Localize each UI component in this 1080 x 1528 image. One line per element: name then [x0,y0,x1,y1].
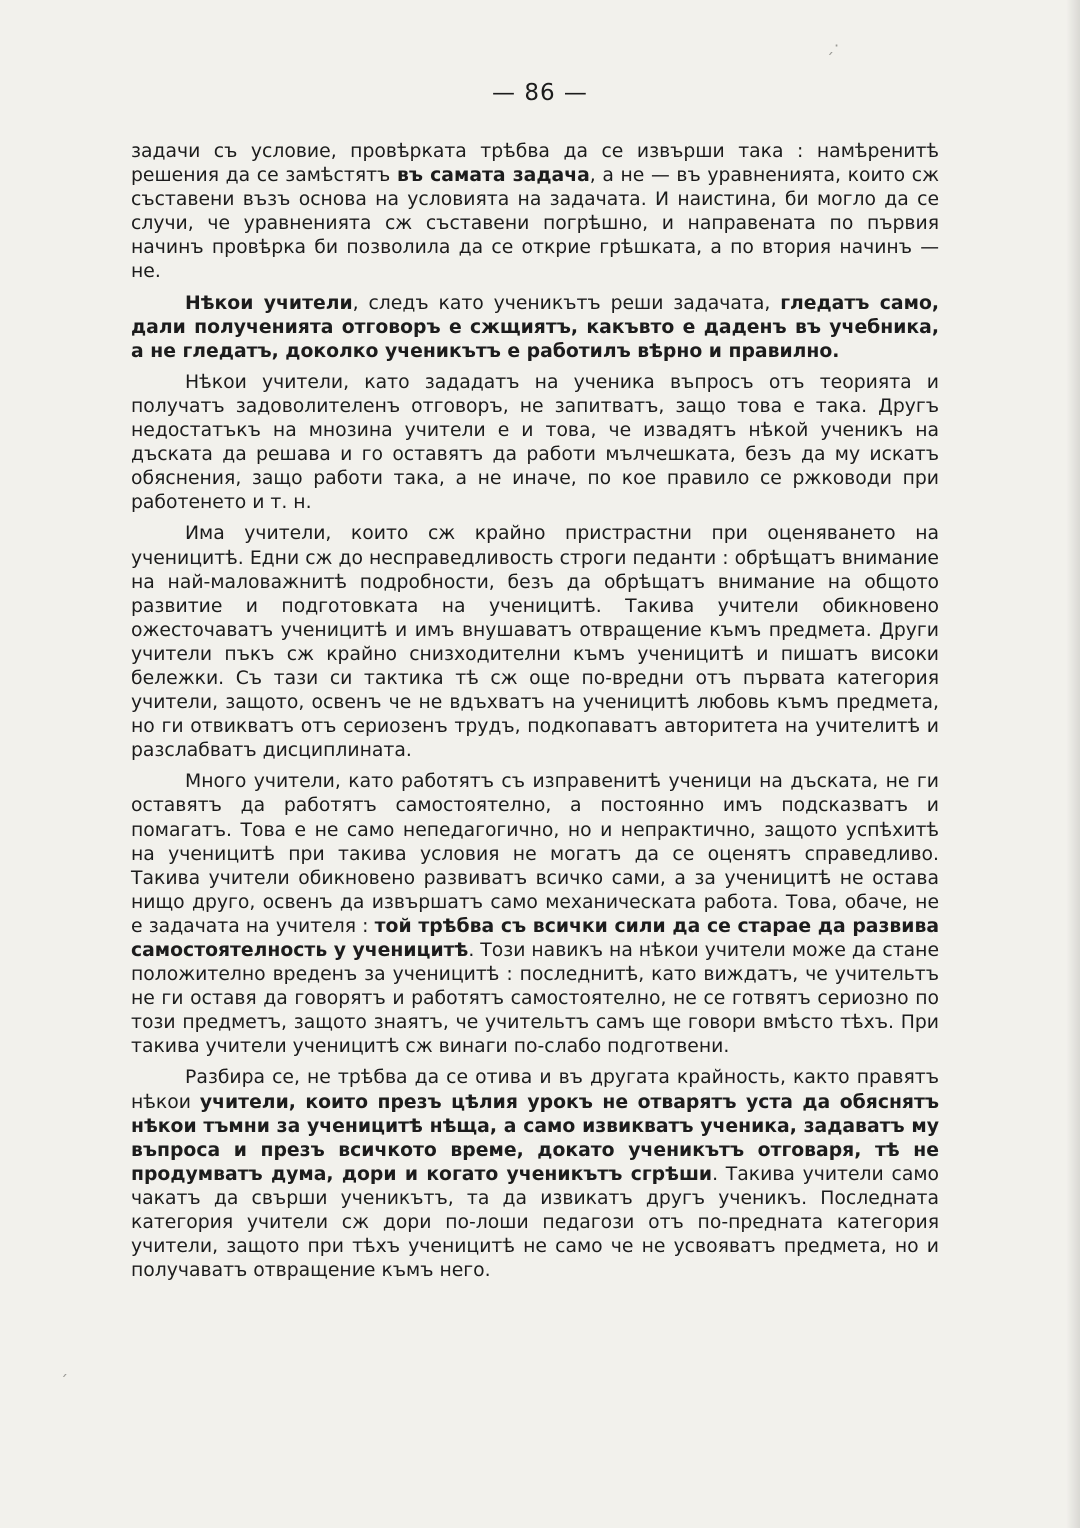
text-run: Има учители, които сж крайно пристрастни при оценяването на ученицитѣ. Едни сж до несправедливость строги педанти : обрѣщатъ внимание на най-маловажнитѣ подробности, безъ да обрѣщатъ внимание на общото развитие и подготовката на ученицитѣ. Такива учители обикновено ожесточаватъ ученицитѣ и имъ внушаватъ отвращение къмъ предмета. Други учители пъкъ сж крайно снизходителни къмъ ученицитѣ и пишатъ високи бележки. Съ тази си тактика тѣ сж още по-вредни отъ първата категория учители, защото, освенъ че не вдъхватъ на ученицитѣ любовь къмъ предмета, но ги отвикватъ отъ сериозенъ трудъ, подкопаватъ авторитета на учителитѣ и разслабватъ дисциплината. [131,523,939,762]
body-text [131,140,939,1283]
text-run: . Този навикъ на нѣкои учители може да стане положително вреденъ за ученицитѣ : последнитѣ, като виждатъ, че учительтъ не ги оставя да говорятъ и работятъ самостоятелно, не се готвятъ сериозно по този предметъ, защото знаятъ, че учительтъ самъ ще говори вмѣсто тѣхъ. При такива учители ученицитѣ сж винаги по-слабо подготвени. [131,940,940,1058]
bold-run: Нѣкои учители [185,292,353,314]
bold-run: въ самата задача [396,165,590,187]
text-run: . Такива учители само чакатъ да свърши ученикътъ, та да извикатъ другъ ученикъ. Последната категория учители сж дори по-лоши педагози отъ по-предната категория учители, защото при тѣхъ ученицитѣ не само че не усвояватъ предмета, но и получаватъ отвращение къмъ него. [131,1163,940,1282]
text-run: Разбира се, не трѣбва да се отива и въ другата крайность, както правятъ нѣкои [131,1067,939,1113]
paragraph [131,371,939,516]
page-edge-shadow [1066,0,1080,1528]
text-run: , а не — въ уравненията, които сж съставени възъ основа на условията на задачата. И наистина, би могло да се случи, че уравненията сж съставени погрѣшно, и направената по първия начинъ провѣрка би позволила да се открие грѣшката, а по втория начинъ — не. [131,165,939,283]
text-run: Нѣкои учители, като зададатъ на ученика въпросъ отъ теорията и получатъ задоволителенъ отговоръ, не запитватъ, защо това е така. Другъ недостатъкъ на мнозина учители е и това, че извадятъ нѣкой ученикъ на дъската да решава и го оставятъ да работи мълчешката, безъ да му искатъ обяснения, защо работи така, а не иначе, по кое правило се ржководи при работенето и т. н. [131,371,939,514]
text-run: , следъ като ученикътъ реши задачата, [352,292,781,314]
paragraph [131,292,939,364]
bold-run: учители, които презъ цѣлия урокъ не отварятъ уста да обяснятъ нѣкои тъмни за ученицитѣ нѣща, а само извикватъ ученика, задаватъ му въпроса и презъ всичкото време, докато ученикътъ отговаря, тѣ не продумватъ дума, дори и когато ученикътъ сгрѣши [131,1091,939,1185]
text-run: задачи съ условие, провѣрката трѣбва да се извърши така : намѣренитѣ решения да се замѣстятъ [131,141,939,187]
paragraph [131,1066,939,1283]
paragraph [131,522,939,763]
paragraph [131,770,939,1059]
paragraph [131,140,939,285]
page-number: — 86 — [492,80,588,106]
text-run: Много учители, като работятъ съ изправенитѣ ученици на дъската, не ги оставятъ да работятъ самостоятелно, а постоянно имъ подсказватъ и помагатъ. Това е не само непедагогично, но и непрактично, защото успѣхитѣ на ученицитѣ при такива условия не могатъ да се оценятъ справедливо. Такива учители обикновено развиватъ всичко сами, а за ученицитѣ не остава нищо друго, освенъ да извършатъ само механическата работа. Това, обаче, не е задачата на учителя : [131,771,939,937]
pencil-mark: ˏ· [826,36,840,55]
pencil-mark: ˏ [60,1358,68,1377]
bold-run: гледатъ само, дали полученията отговоръ е сжщиятъ, какъвто е даденъ въ учебника, а не гледатъ, доколко ученикътъ е работилъ вѣрно и правилно. [131,292,939,362]
bold-run: той трѣбва съ всички сили да се старае да развива самостоятелность у ученицитѣ [131,915,939,961]
